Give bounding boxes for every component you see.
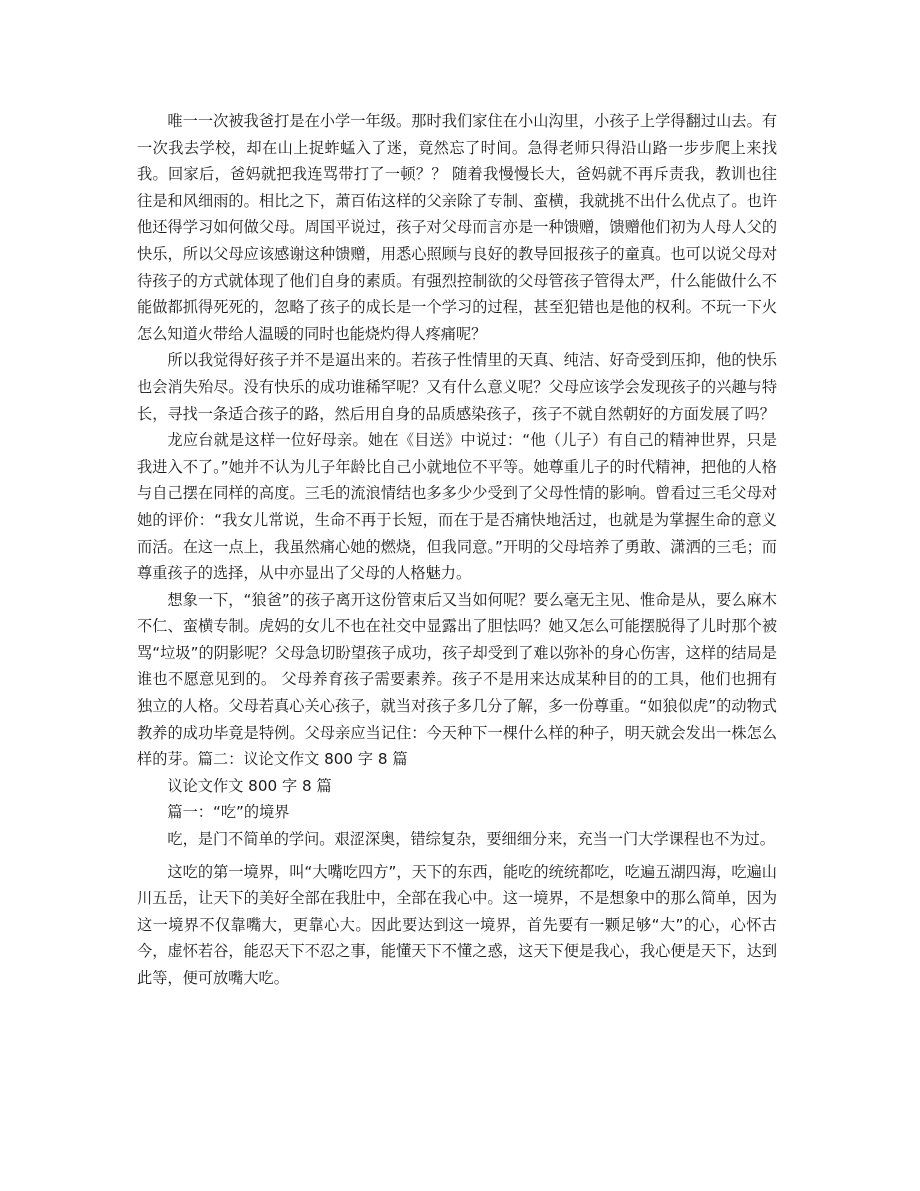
paragraph-2: 所以我觉得好孩子并不是逼出来的。若孩子性情里的天真、纯洁、好奇受到压抑，他的快乐也会消失殆尽。没有快乐的成功谁稀罕呢？又有什么意义呢？父母应该学会发现孩子的兴趣与特长，寻找一条适合孩子的路，然后用自身的品质感染孩子，孩子不就自然朝好的方面发展了吗？	[137, 351, 777, 423]
document-body	[137, 108, 777, 992]
section-heading: 议论文作文 800 字 8 篇	[167, 776, 332, 795]
paragraph-6: 这吃的第一境界，叫“大嘴吃四方”，天下的东西，能吃的统统都吃，吃遍五湖四海，吃遍山川五岳，让天下的美好全部在我肚中，全部在我心中。这一境界，不是想象中的那么简单，因为这一境界不仅靠嘴大，更靠心大。因此要达到这一境界，首先要有一颗足够“大”的心，心怀古今，虚怀若谷，能忍天下不忍之事，能懂天下不懂之惑，这天下便是我心，我心便是天下，达到此等，便可放嘴大吃。	[137, 862, 777, 987]
paragraph-5: 吃，是门不简单的学问。艰涩深奥，错综复杂，要细细分来，充当一门大学课程也不为过。	[167, 830, 775, 849]
article-title: 篇一：“吃”的境界	[167, 803, 290, 822]
paragraph-1: 唯一一次被我爸打是在小学一年级。那时我们家住在小山沟里，小孩子上学得翻过山去。有一次我去学校，却在山上捉蚱蜢入了迷，竟然忘了时间。急得老师只得沿山路一步步爬上来找我。回家后，爸妈就把我连骂带打了一顿？？ 随着我慢慢长大，爸妈就不再斥责我，教训也往往是和风细雨的。相比之下，萧百佑这样的父亲除了专制、蛮横，我就挑不出什么优点了。也许他还得学习如何做父母。周国平说过，孩子对父母而言亦是一种馈赠，馈赠他们初为人母人父的快乐，所以父母应该感谢这种馈赠，用悉心照顾与良好的教导回报孩子的童真。也可以说父母对待孩子的方式就体现了他们自身的素质。有强烈控制欲的父母管孩子管得太严，什么能做什么不能做都抓得死死的，忽略了孩子的成长是一个学习的过程，甚至犯错也是他的权利。不玩一下火怎么知道火带给人温暖的同时也能烧灼得人疼痛呢？	[137, 112, 777, 343]
paragraph-4: 想象一下，“狼爸”的孩子离开这份管束后又当如何呢？要么毫无主见、惟命是从，要么麻木不仁、蛮横专制。虎妈的女儿不也在社交中显露出了胆怯吗？她又怎么可能摆脱得了儿时那个被骂“垃圾”的阴影呢？父母急切盼望孩子成功，孩子却受到了难以弥补的身心伤害，这样的结局是谁也不愿意见到的。 父母养育孩子需要素养。孩子不是用来达成某种目的的工具，他们也拥有独立的人格。父母若真心关心孩子，就当对孩子多几分了解，多一份尊重。“如狼似虎”的动物式教养的成功毕竟是特例。父母亲应当记住：今天种下一棵什么样的种子，明天就会发出一株怎么样的芽。篇二：议论文作文 800 字 8 篇	[137, 590, 777, 769]
paragraph-3: 龙应台就是这样一位好母亲。她在《目送》中说过：“他（儿子）有自己的精神世界，只是我进入不了。”她并不认为儿子年龄比自己小就地位不平等。她尊重儿子的时代精神，把他的人格与自己摆在同样的高度。三毛的流浪情结也多多少少受到了父母性情的影响。曾看过三毛父母对她的评价：“我女儿常说，生命不再于长短，而在于是否痛快地活过，也就是为掌握生命的意义而活。在这一点上，我虽然痛心她的燃烧，但我同意。”开明的父母培养了勇敢、潇洒的三毛；而尊重孩子的选择，从中亦显出了父母的人格魅力。	[137, 431, 777, 583]
